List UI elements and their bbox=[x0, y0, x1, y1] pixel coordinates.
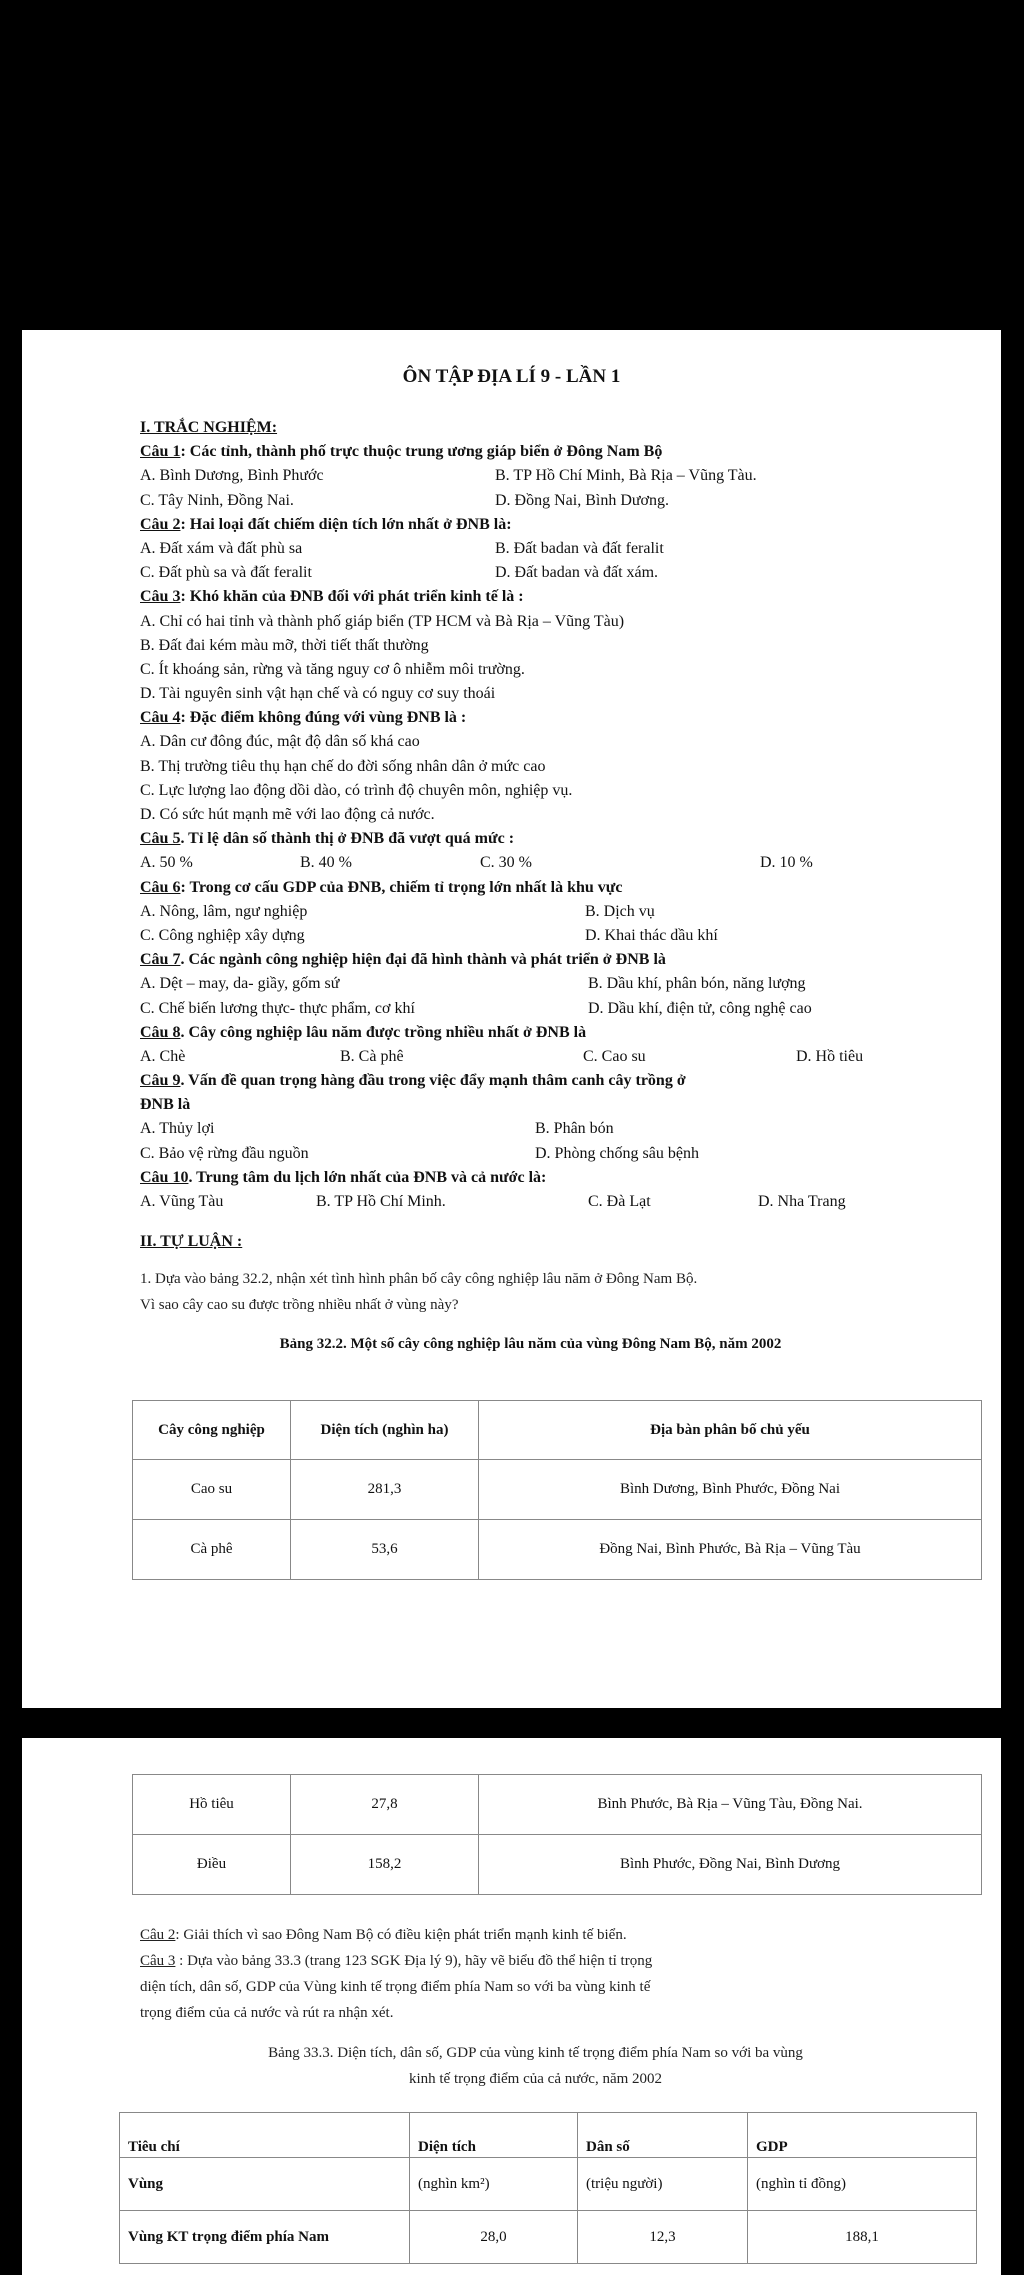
question-7: Câu 7 . Các ngành công nghiệp hiện đại đã hình thành và phát triển ở ĐNB là bbox=[140, 951, 666, 969]
options-row bbox=[140, 900, 911, 924]
option-a: A. Chỉ có hai tỉnh và thành phố giáp biển (TP HCM và Bà Rịa – Vũng Tàu) bbox=[140, 612, 625, 630]
table-cell: Hồ tiêu bbox=[133, 1775, 291, 1835]
question-1: Câu 1 : Các tỉnh, thành phố trực thuộc trung ương giáp biển ở Đông Nam Bộ bbox=[140, 443, 663, 461]
table-header: GDP bbox=[748, 2113, 977, 2158]
options-row bbox=[140, 924, 911, 948]
option-a: A. Vũng Tàu bbox=[140, 1193, 224, 1210]
option-d: D. Hồ tiêu bbox=[796, 1047, 864, 1065]
option-c: C. Cao su bbox=[583, 1047, 646, 1065]
option-d: D. 10 % bbox=[760, 854, 813, 872]
essay-question-1: 1. Dựa vào bảng 32.2, nhận xét tình hình phân bố cây công nghiệp lâu năm ở Đông Nam Bộ. Vì sao cây cao su được trồng nhiều nhất ở vùng này? bbox=[140, 1271, 698, 1314]
option-c: C. Bảo vệ rừng đầu nguồn bbox=[140, 1144, 309, 1162]
option-b: B. TP Hồ Chí Minh, Bà Rịa – Vũng Tàu. bbox=[495, 467, 757, 485]
table-cell: 27,8 bbox=[291, 1775, 479, 1835]
question-8: Câu 8 . Cây công nghiệp lâu năm được trồng nhiều nhất ở ĐNB là bbox=[140, 1023, 587, 1041]
table-cell: Bình Phước, Bà Rịa – Vũng Tàu, Đồng Nai. bbox=[479, 1775, 982, 1835]
options-row bbox=[140, 1142, 911, 1166]
option-c: C. Đà Lạt bbox=[588, 1193, 651, 1210]
option-c: C. Ít khoáng sản, rừng và tăng nguy cơ ô nhiễm môi trường. bbox=[140, 660, 525, 678]
option-a: A. Dân cư đông đúc, mật độ dân số khá cao bbox=[140, 733, 420, 751]
option-a: A. Chè bbox=[140, 1047, 186, 1065]
option-a: A. Bình Dương, Bình Phước bbox=[140, 467, 324, 485]
options-row bbox=[140, 851, 911, 875]
table-header: Diện tích bbox=[410, 2113, 578, 2158]
options-row bbox=[140, 972, 911, 996]
option-c: C. 30 % bbox=[480, 854, 532, 872]
economic-zone-table bbox=[119, 2112, 977, 2264]
option-d: D. Nha Trang bbox=[758, 1193, 846, 1210]
table-header-row bbox=[133, 1401, 982, 1460]
option-d: D. Đồng Nai, Bình Dương. bbox=[495, 491, 670, 509]
table-header-row bbox=[120, 2158, 977, 2211]
option-a: A. Đất xám và đất phù sa bbox=[140, 539, 303, 557]
table-row bbox=[133, 1520, 982, 1580]
option-c: C. Lực lượng lao động dồi dào, có trình độ chuyên môn, nghiệp vụ. bbox=[140, 781, 573, 799]
document-page-2 bbox=[22, 1738, 1001, 2275]
table-header-row bbox=[120, 2113, 977, 2158]
option-b: B. Đất badan và đất feralit bbox=[495, 539, 664, 557]
table-caption: Bảng 32.2. Một số cây công nghiệp lâu năm của vùng Đông Nam Bộ, năm 2002 bbox=[279, 1336, 782, 1353]
table-cell: Cao su bbox=[133, 1460, 291, 1520]
table-row bbox=[133, 1460, 982, 1520]
table-row bbox=[120, 2211, 977, 2264]
table-header: Dân số bbox=[578, 2113, 748, 2158]
table-cell: 281,3 bbox=[291, 1460, 479, 1520]
table-header: Cây công nghiệp bbox=[133, 1401, 291, 1460]
option-d: D. Dầu khí, điện tử, công nghệ cao bbox=[588, 999, 812, 1017]
table-cell: Đồng Nai, Bình Phước, Bà Rịa – Vũng Tàu bbox=[479, 1520, 982, 1580]
table-header: Vùng bbox=[120, 2158, 410, 2211]
table-header: Địa bàn phân bố chủ yếu bbox=[479, 1401, 982, 1460]
table-row bbox=[133, 1775, 982, 1835]
option-c: C. Chế biến lương thực- thực phẩm, cơ khí bbox=[140, 999, 415, 1017]
table-cell: 158,2 bbox=[291, 1835, 479, 1895]
question-5: Câu 5 . Tỉ lệ dân số thành thị ở ĐNB đã vượt quá mức : bbox=[140, 830, 515, 848]
option-b: B. Cà phê bbox=[340, 1047, 404, 1065]
page-title: ÔN TẬP ĐỊA LÍ 9 - LẦN 1 bbox=[402, 366, 621, 387]
option-b: B. TP Hồ Chí Minh. bbox=[316, 1193, 446, 1210]
table-header: (triệu người) bbox=[578, 2158, 748, 2211]
essay-text: diện tích, dân số, GDP của Vùng kinh tế trọng điểm phía Nam so với ba vùng kinh tế bbox=[140, 1979, 651, 1995]
option-a: A. Nông, lâm, ngư nghiệp bbox=[140, 902, 308, 920]
table-caption: Bảng 33.3. Diện tích, dân số, GDP của vùng kinh tế trọng điểm phía Nam so với ba vùng bbox=[268, 2045, 803, 2061]
table-caption: kinh tế trọng điểm của cả nước, năm 2002 bbox=[408, 2071, 663, 2087]
question-9-cont: ĐNB là bbox=[140, 1096, 191, 1114]
question-9: Câu 9 . Vấn đề quan trọng hàng đầu trong việc đẩy mạnh thâm canh cây trồng ở bbox=[140, 1072, 686, 1090]
option-d: D. Khai thác dầu khí bbox=[585, 926, 718, 944]
crop-table-continued bbox=[132, 1774, 982, 1895]
table-header: Diện tích (nghìn ha) bbox=[291, 1401, 479, 1460]
crop-table bbox=[132, 1400, 982, 1580]
table-header: (nghìn km²) bbox=[410, 2158, 578, 2211]
option-a: A. 50 % bbox=[140, 854, 193, 872]
options-row bbox=[140, 1045, 911, 1069]
option-b: B. Dịch vụ bbox=[585, 902, 655, 920]
option-a: A. Dệt – may, da- giầy, gốm sứ bbox=[140, 975, 340, 993]
question-6: Câu 6 : Trong cơ cấu GDP của ĐNB, chiếm tỉ trọng lớn nhất là khu vực bbox=[140, 878, 623, 896]
table-cell: Bình Dương, Bình Phước, Đồng Nai bbox=[479, 1460, 982, 1520]
option-c: C. Tây Ninh, Đồng Nai. bbox=[140, 491, 294, 509]
table-header: (nghìn tỉ đồng) bbox=[748, 2158, 977, 2211]
question-2: Câu 2 : Hai loại đất chiếm diện tích lớn nhất ở ĐNB là: bbox=[140, 515, 512, 533]
essay-question-2: Câu 2: Giải thích vì sao Đông Nam Bộ có điều kiện phát triển mạnh kinh tế biển. bbox=[140, 1927, 627, 1943]
option-d: D. Phòng chống sâu bệnh bbox=[535, 1144, 699, 1162]
options-row bbox=[140, 1190, 911, 1214]
option-d: D. Tài nguyên sinh vật hạn chế và có nguy cơ suy thoái bbox=[140, 685, 496, 703]
option-b: B. Thị trường tiêu thụ hạn chế do đời sống nhân dân ở mức cao bbox=[140, 757, 546, 775]
essay-question-3: Câu 3 : Dựa vào bảng 33.3 (trang 123 SGK Địa lý 9), hãy vẽ biểu đồ thể hiện tỉ trọng bbox=[140, 1953, 653, 1969]
table-cell: 12,3 bbox=[578, 2211, 748, 2264]
options-row bbox=[140, 1117, 911, 1141]
option-b: B. Đất đai kém màu mỡ, thời tiết thất thường bbox=[140, 636, 429, 654]
options-row bbox=[140, 537, 911, 561]
options-row bbox=[140, 464, 911, 488]
table-row bbox=[133, 1835, 982, 1895]
document-page-1 bbox=[22, 330, 1001, 1708]
options-row bbox=[140, 489, 911, 513]
table-cell: Bình Phước, Đồng Nai, Bình Dương bbox=[479, 1835, 982, 1895]
option-b: B. 40 % bbox=[300, 854, 352, 872]
question-3: Câu 3 : Khó khăn của ĐNB đối với phát triển kinh tế là : bbox=[140, 588, 524, 606]
question-10: Câu 10 . Trung tâm du lịch lớn nhất của ĐNB và cả nước là: bbox=[140, 1168, 547, 1186]
table-cell: Điều bbox=[133, 1835, 291, 1895]
option-b: B. Dầu khí, phân bón, năng lượng bbox=[588, 975, 806, 993]
table-cell: 53,6 bbox=[291, 1520, 479, 1580]
quiz-section bbox=[140, 414, 911, 1357]
table-cell: 188,1 bbox=[748, 2211, 977, 2264]
section-heading-essay: II. TỰ LUẬN : bbox=[140, 1233, 243, 1251]
table-cell: Cà phê bbox=[133, 1520, 291, 1580]
option-c: C. Công nghiệp xây dựng bbox=[140, 926, 305, 944]
question-4: Câu 4 : Đặc điểm không đúng với vùng ĐNB là : bbox=[140, 709, 467, 727]
section-heading-quiz: I. TRẮC NGHIỆM: bbox=[140, 419, 278, 436]
table-cell: Vùng KT trọng điểm phía Nam bbox=[120, 2211, 410, 2264]
option-a: A. Thủy lợi bbox=[140, 1120, 215, 1138]
option-d: D. Đất badan và đất xám. bbox=[495, 564, 659, 582]
options-row bbox=[140, 997, 911, 1021]
option-d: D. Có sức hút mạnh mẽ với lao động cả nước. bbox=[140, 806, 435, 823]
option-c: C. Đất phù sa và đất feralit bbox=[140, 564, 312, 582]
essay-questions-2-3 bbox=[140, 1922, 931, 2092]
options-row bbox=[140, 561, 911, 585]
table-header: Tiêu chí bbox=[120, 2113, 410, 2158]
essay-text: trọng điểm của cả nước và rút ra nhận xét. bbox=[140, 2005, 394, 2021]
option-b: B. Phân bón bbox=[535, 1120, 614, 1138]
table-cell: 28,0 bbox=[410, 2211, 578, 2264]
